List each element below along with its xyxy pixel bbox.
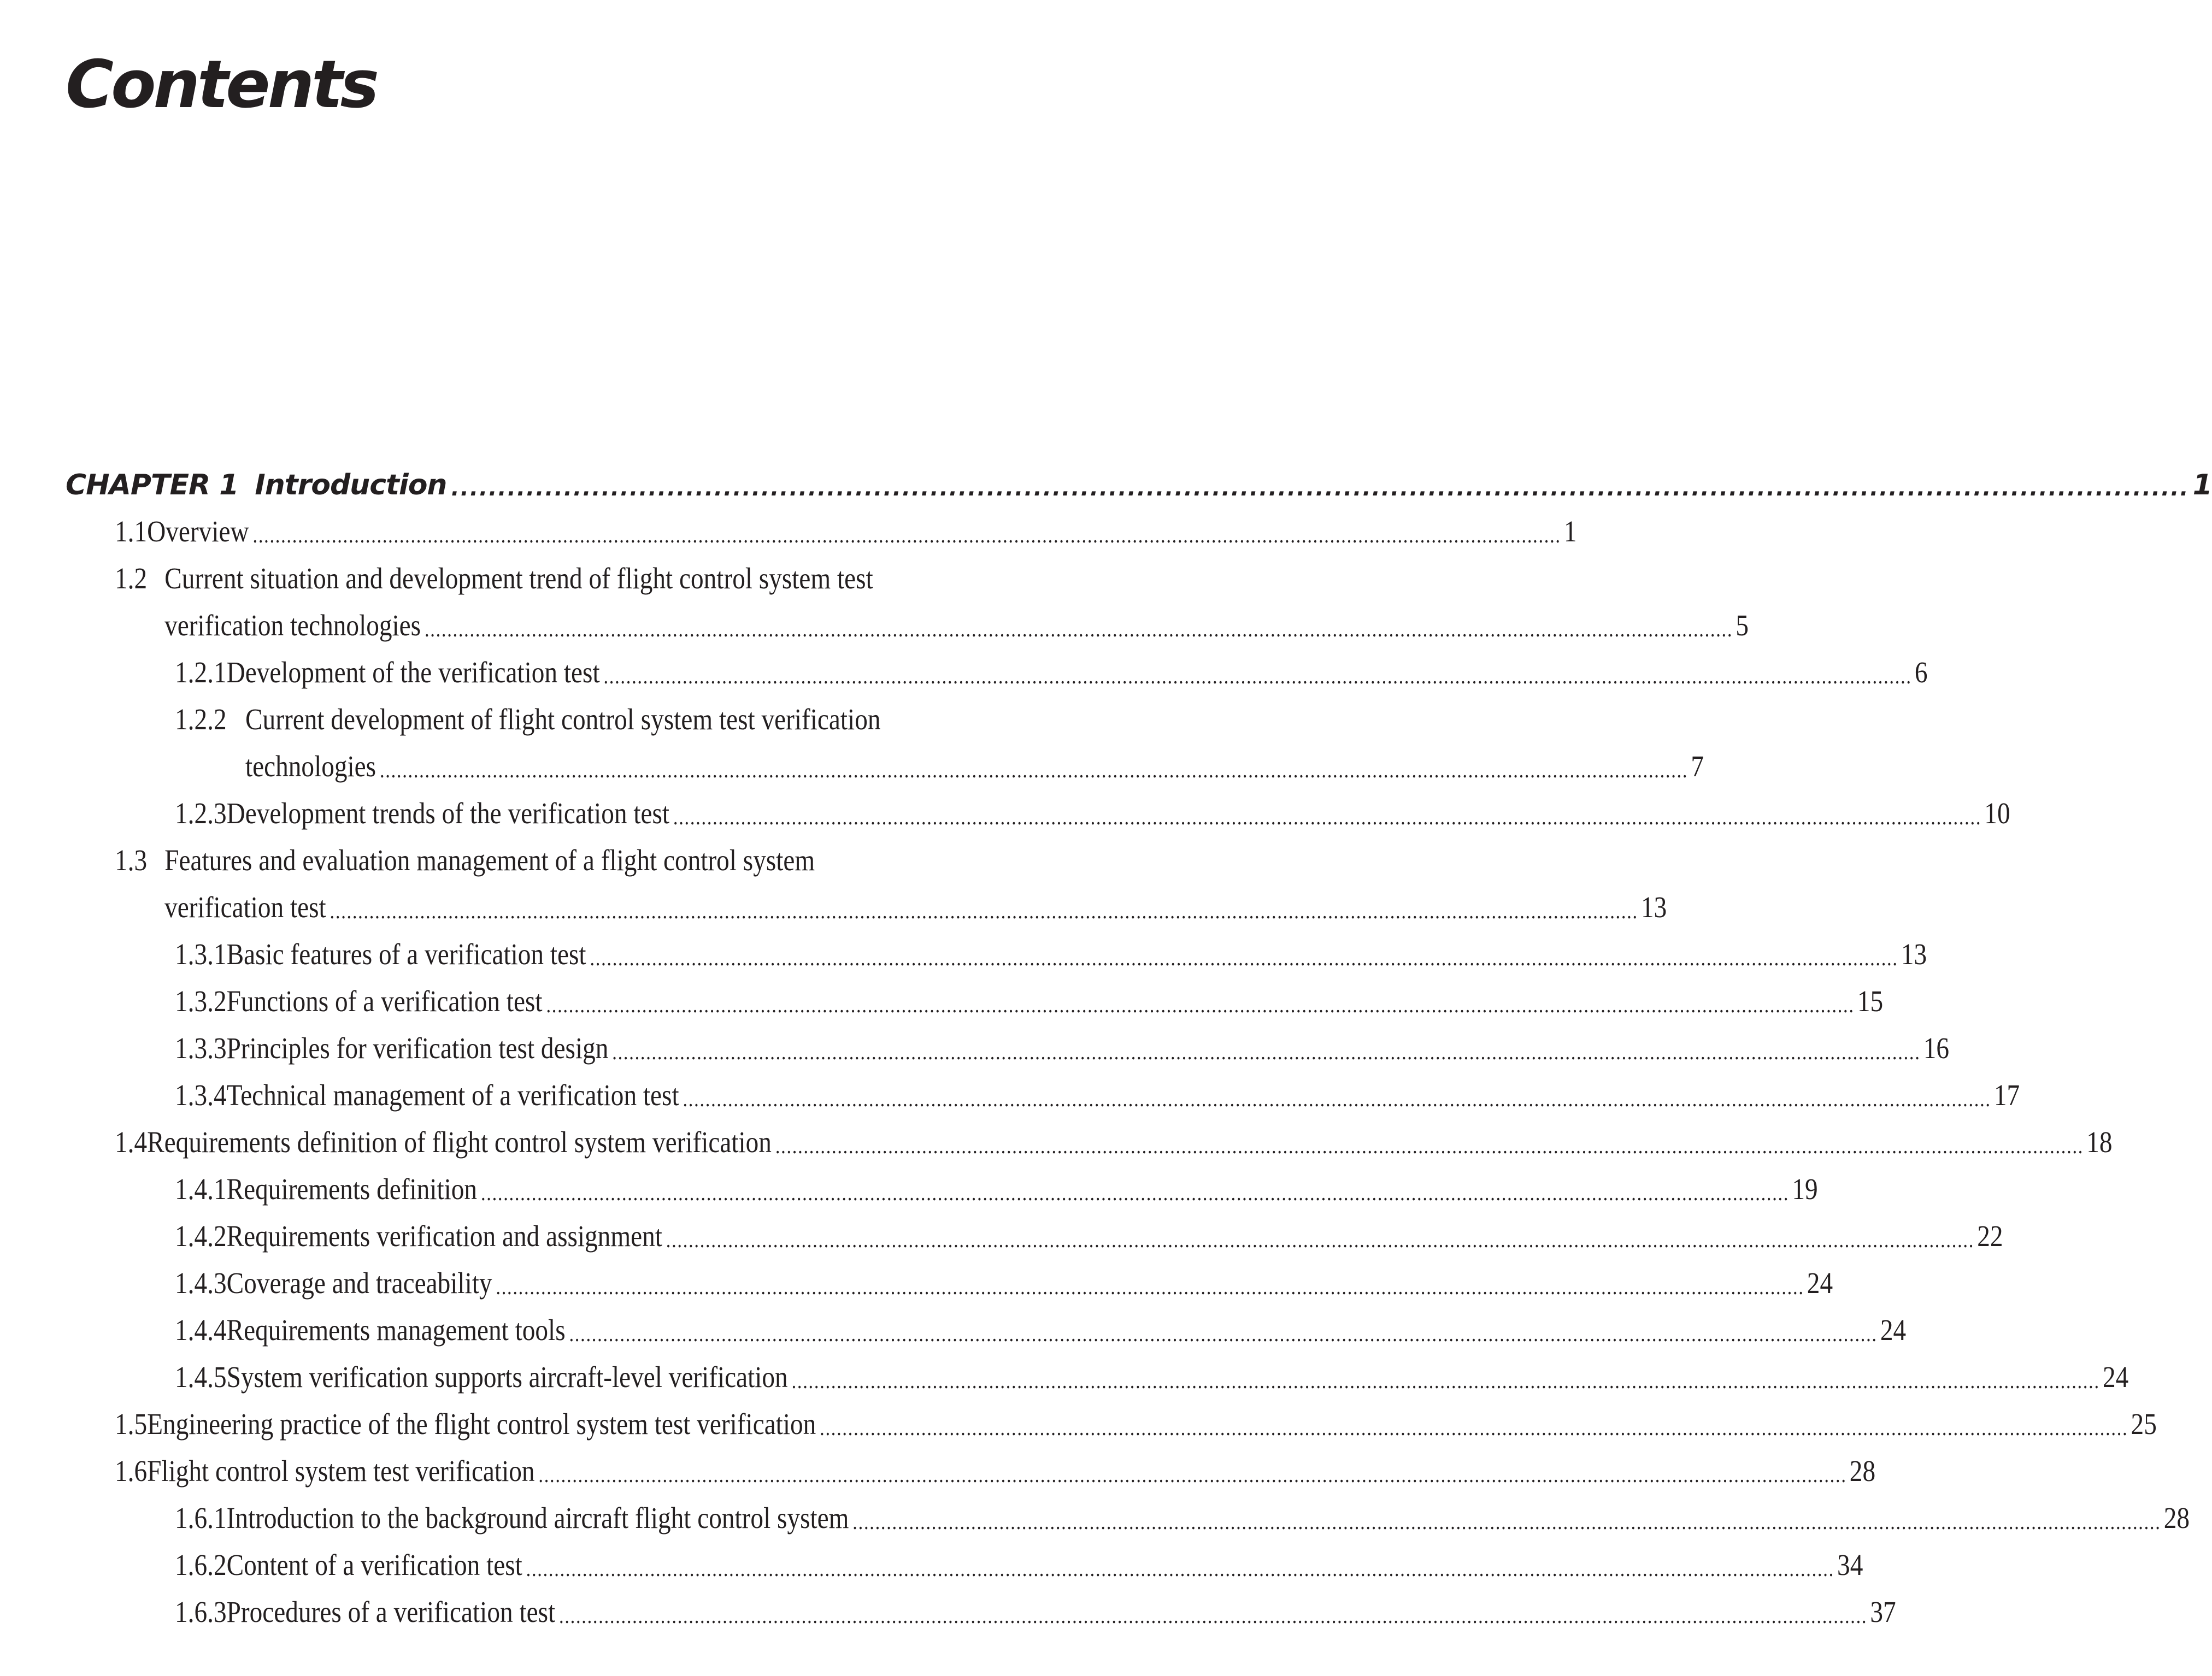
section-number: 1.3.1 bbox=[175, 937, 227, 971]
page-number: 24 bbox=[2102, 1360, 2129, 1394]
dot-leader: ........................................................................................................................................................................................................................................ bbox=[379, 758, 1689, 782]
dot-leader: ........................................................................................................................................................................................................................................ bbox=[666, 1228, 1975, 1252]
chapter-title: Introduction bbox=[255, 469, 447, 501]
section-number: 1.6.3 bbox=[175, 1595, 227, 1628]
section-title: Flight control system test verification bbox=[147, 1454, 535, 1488]
page-number: 34 bbox=[1837, 1548, 1863, 1581]
toc-entry-1-3-1[interactable] bbox=[175, 922, 1927, 971]
page-number: 1 bbox=[1563, 515, 1577, 548]
toc-entry-1-6[interactable] bbox=[115, 1439, 1876, 1488]
page-number: 16 bbox=[1923, 1031, 1949, 1065]
page-number: 24 bbox=[1880, 1313, 1907, 1347]
page-number: 15 bbox=[1857, 984, 1884, 1018]
section-number: 1.2.1 bbox=[175, 656, 227, 689]
page-number: 24 bbox=[1807, 1266, 1833, 1300]
toc-entry-1-6-2[interactable] bbox=[175, 1533, 1863, 1581]
page-number: 17 bbox=[1993, 1078, 2020, 1112]
section-number: 1.2.3 bbox=[175, 796, 227, 830]
page-number: 37 bbox=[1870, 1595, 1896, 1628]
section-title: Requirements management tools bbox=[226, 1313, 566, 1347]
dot-leader: ........................................................................................................................................................................................................................................ bbox=[683, 1087, 1991, 1111]
section-number: 1.2.2 bbox=[175, 703, 227, 736]
toc-entry-1-4[interactable] bbox=[115, 1110, 2113, 1159]
section-title: Technical management of a verification test bbox=[226, 1078, 679, 1112]
page-number: 28 bbox=[1849, 1454, 1876, 1488]
toc-entry-1-2-3[interactable] bbox=[175, 781, 2010, 830]
section-title: Requirements definition bbox=[226, 1172, 478, 1206]
toc-entry-1-3-3[interactable] bbox=[175, 1016, 1949, 1065]
section-title: Engineering practice of the flight control system test verification bbox=[147, 1407, 816, 1441]
toc-entry-1-2-1[interactable] bbox=[175, 640, 1928, 689]
page-number: 6 bbox=[1914, 656, 1928, 689]
section-title: Content of a verification test bbox=[226, 1548, 522, 1581]
dot-leader: ........................................................................................................................................................................................................................................ bbox=[252, 523, 1561, 547]
dot-leader: ........................................................................................................................................................................................................................................ bbox=[538, 1462, 1847, 1487]
toc-entry-1-3-cont[interactable] bbox=[115, 875, 1667, 924]
dot-leader: ........................................................................................................................................................................................................................................ bbox=[559, 1603, 1868, 1628]
dot-leader: ........................................................................................................................................................................................................................................ bbox=[791, 1368, 2100, 1393]
dot-leader: ........................................................................................................................................................................................................................................ bbox=[775, 1134, 2084, 1158]
dot-leader: ........................................................................................................................................................................................................................................ bbox=[673, 805, 1982, 829]
page-number: 19 bbox=[1792, 1172, 1818, 1206]
toc-entry-1-4-3[interactable] bbox=[175, 1251, 1833, 1300]
section-number: 1.1 bbox=[115, 515, 148, 548]
toc-entry-1-2-cont[interactable] bbox=[115, 593, 1749, 642]
section-title: Functions of a verification test bbox=[226, 984, 543, 1018]
page-number: 25 bbox=[2131, 1407, 2157, 1441]
page-number: 13 bbox=[1640, 890, 1667, 924]
toc-entry-1-3-2[interactable] bbox=[175, 969, 1884, 1018]
page-number: 5 bbox=[1736, 609, 1749, 642]
toc-entry-1-4-4[interactable] bbox=[175, 1298, 1907, 1347]
toc-entry-1-2[interactable] bbox=[115, 546, 1187, 593]
dot-leader: ........................................................................................................................................................................................................................................ bbox=[590, 946, 1898, 970]
dot-leader: ........................................................................................................................................................................................................................................ bbox=[330, 899, 1638, 923]
section-number: 1.3.2 bbox=[175, 984, 227, 1018]
page-number: 28 bbox=[2163, 1501, 2190, 1535]
dot-leader: ........................................................................................................................................................................................................................................ bbox=[569, 1321, 1878, 1346]
section-number: 1.3 bbox=[115, 843, 148, 877]
toc-entry-1-4-1[interactable] bbox=[175, 1157, 1818, 1206]
section-title: Basic features of a verification test bbox=[226, 937, 586, 971]
section-number: 1.3.3 bbox=[175, 1031, 227, 1065]
section-title: System verification supports aircraft-level verification bbox=[226, 1360, 788, 1394]
toc-entry-1-3[interactable] bbox=[115, 828, 1187, 875]
section-number: 1.4 bbox=[115, 1125, 148, 1159]
section-number: 1.4.1 bbox=[175, 1172, 227, 1206]
dot-leader: ........................................................................................................................................................................................................................................ bbox=[480, 1181, 1790, 1205]
section-number: 1.3.4 bbox=[175, 1078, 227, 1112]
dot-leader: ........................................................................................................................................................................................................................................ bbox=[546, 993, 1855, 1017]
section-title: Principles for verification test design bbox=[226, 1031, 609, 1065]
section-title: Overview bbox=[147, 515, 249, 548]
section-title-line2: verification test bbox=[164, 890, 326, 924]
page-number: 22 bbox=[1977, 1219, 2003, 1253]
section-title-line1: Current development of flight control system test verification bbox=[245, 703, 881, 736]
section-title-line1: Current situation and development trend of flight control system test bbox=[164, 562, 873, 595]
section-number: 1.2 bbox=[115, 562, 148, 595]
page-title: Contents bbox=[66, 47, 376, 123]
section-title: Development trends of the verification test bbox=[226, 796, 670, 830]
toc-entry-1-6-3[interactable] bbox=[175, 1580, 1896, 1628]
section-number: 1.4.3 bbox=[175, 1266, 227, 1300]
toc-entry-1-2-2[interactable] bbox=[175, 687, 1187, 734]
section-number: 1.6 bbox=[115, 1454, 148, 1488]
toc-entry-1-4-5[interactable] bbox=[175, 1345, 2129, 1394]
page-number: 13 bbox=[1901, 937, 1927, 971]
dot-leader: ........................................................................................................................................................................................................................................ bbox=[852, 1509, 2161, 1534]
section-title-line1: Features and evaluation management of a flight control system bbox=[164, 843, 815, 877]
section-title: Introduction to the background aircraft flight control system bbox=[226, 1501, 849, 1535]
page-number: 18 bbox=[2086, 1125, 2113, 1159]
section-title: Procedures of a verification test bbox=[226, 1595, 556, 1628]
dot-leader: ........................................................................................................................................................................................................................................ bbox=[820, 1415, 2128, 1440]
section-title: Development of the verification test bbox=[226, 656, 600, 689]
section-number: 1.4.5 bbox=[175, 1360, 227, 1394]
page-number: 10 bbox=[1984, 796, 2010, 830]
toc-entry-1-1[interactable] bbox=[115, 499, 1577, 548]
dot-leader: ........................................................................................................................................................................................................................................ bbox=[612, 1040, 1921, 1064]
section-number: 1.4.2 bbox=[175, 1219, 227, 1253]
section-title: Coverage and traceability bbox=[226, 1266, 492, 1300]
section-number: 1.4.4 bbox=[175, 1313, 227, 1347]
section-title: Requirements definition of flight control system verification bbox=[147, 1125, 772, 1159]
section-number: 1.6.2 bbox=[175, 1548, 227, 1581]
chapter-number: CHAPTER 1 bbox=[66, 469, 239, 501]
section-title-line2: technologies bbox=[245, 750, 376, 783]
dot-leader: ........................................................................................................................................................................................................................................ bbox=[424, 617, 1733, 641]
section-number: 1.5 bbox=[115, 1407, 148, 1441]
section-title-line2: verification technologies bbox=[164, 609, 421, 642]
section-title: Requirements verification and assignment bbox=[226, 1219, 662, 1253]
section-number: 1.6.1 bbox=[175, 1501, 227, 1535]
toc-entry-1-4-2[interactable] bbox=[175, 1204, 2003, 1253]
dot-leader: ........................................................................................................................................................................................................................................ bbox=[496, 1274, 1804, 1299]
dot-leader: ........................................................................................................................................................................................................................................ bbox=[603, 664, 1912, 688]
toc-entry-1-3-4[interactable] bbox=[175, 1063, 2020, 1112]
toc-entry-1-2-2-cont[interactable] bbox=[175, 734, 1704, 783]
dot-leader: ......................................................................................................................................................................................... bbox=[451, 476, 2190, 501]
dot-leader: ........................................................................................................................................................................................................................................ bbox=[526, 1556, 1834, 1581]
page-number: 7 bbox=[1691, 750, 1704, 783]
toc-chapter-1[interactable] bbox=[66, 452, 2212, 501]
page-number: 1 bbox=[2192, 469, 2212, 501]
toc-entry-1-5[interactable] bbox=[115, 1392, 2157, 1441]
toc-entry-1-6-1[interactable] bbox=[175, 1486, 2190, 1535]
